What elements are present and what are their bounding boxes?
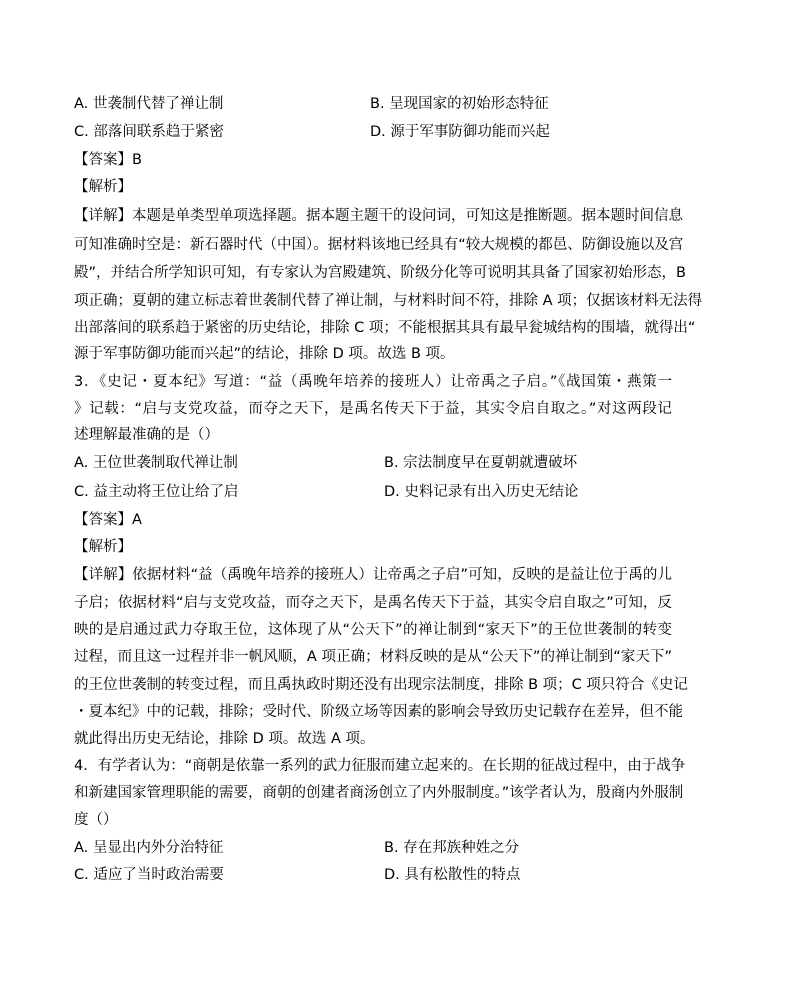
q4-option-c[interactable]: C. 适应了当时政治需要 <box>74 867 224 883</box>
q3-option-b[interactable]: B. 宗法制度早在夏朝就遭破坏 <box>384 455 578 471</box>
q3-stem-line: 述理解最准确的是（） <box>74 427 219 443</box>
q3-option-d[interactable]: D. 史料记录有出入历史无结论 <box>384 484 579 500</box>
q3-stem-line: 》记载：“启与支党攻益，而夺之天下，是禹名传天下于益，其实令启自取之。”对这两段记 <box>74 401 672 417</box>
q2-analysis-label: 【解析】 <box>74 179 132 195</box>
q2-detail-line: 项正确；夏朝的建立标志着世袭制代替了禅让制，与材料时间不符，排除 A 项；仅据该材料无法得 <box>74 293 703 309</box>
q2-detail-line: 源于军事防御功能而兴起”的结论，排除 D 项。故选 B 项。 <box>74 346 455 362</box>
q2-detail-line: 【详解】本题是单类型单项选择题。据本题主题干的设问词，可知这是推断题。据本题时间信息 <box>74 208 683 224</box>
q3-option-a[interactable]: A. 王位世袭制取代禅让制 <box>74 455 238 471</box>
q4-stem-line: 4．有学者认为：“商朝是依靠一系列的武力征服而建立起来的。在长期的征战过程中，由于战争 <box>74 758 686 774</box>
q2-option-d[interactable]: D. 源于军事防御功能而兴起 <box>370 124 550 140</box>
q2-option-a[interactable]: A. 世袭制代替了禅让制 <box>74 96 224 112</box>
q4-stem-line: 度（） <box>74 812 118 828</box>
q2-option-c[interactable]: C. 部落间联系趋于紧密 <box>74 124 224 140</box>
q3-stem-line: 3．《史记・夏本纪》写道：“益（禹晚年培养的接班人）让帝禹之子启。”《战国策・燕策一 <box>74 374 672 390</box>
q2-answer: 【答案】B <box>74 152 142 168</box>
q3-detail-line: 【详解】依据材料“益（禹晚年培养的接班人）让帝禹之子启”可知，反映的是益让位于禹的儿 <box>74 567 672 583</box>
q3-detail-line: 子启；依据材料“启与支党攻益，而夺之天下，是禹名传天下于益，其实令启自取之”可知，反 <box>74 595 672 611</box>
q4-option-a[interactable]: A. 呈显出内外分治特征 <box>74 840 224 856</box>
q2-detail-line: 可知准确时空是：新石器时代（中国）。据材料该地已经具有“较大规模的都邑、防御设施以及宫 <box>74 237 684 253</box>
q3-detail-line: 就此得出历史无结论，排除 D 项。故选 A 项。 <box>74 731 375 747</box>
q3-detail-line: 过程，而且这一过程并非一帆风顺，A 项正确；材料反映的是从“公天下”的禅让制到“家天下” <box>74 649 672 665</box>
q4-stem-line: 和新建国家管理职能的需要，商朝的创建者商汤创立了内外服制度。”该学者认为，殷商内外服制 <box>74 785 684 801</box>
q4-option-d[interactable]: D. 具有松散性的特点 <box>384 867 521 883</box>
q3-detail-line: ・夏本纪》中的记载，排除；受时代、阶级立场等因素的影响会导致历史记载存在差异，但不能 <box>74 704 683 720</box>
q3-analysis-label: 【解析】 <box>74 539 132 555</box>
q2-option-b[interactable]: B. 呈现国家的初始形态特征 <box>370 96 549 112</box>
q2-detail-line: 殿”，并结合所学知识可知，有专家认为宫殿建筑、阶级分化等可说明其具备了国家初始形态，B <box>74 265 686 281</box>
q3-detail-line: 映的是启通过武力夺取王位，这体现了从“公天下”的禅让制到“家天下”的王位世袭制的转变 <box>74 622 672 638</box>
q2-detail-line: 出部落间的联系趋于紧密的历史结论，排除 C 项；不能根据其具有最早瓮城结构的围墙，就得出“ <box>74 320 696 336</box>
q3-option-c[interactable]: C. 益主动将王位让给了启 <box>74 484 239 500</box>
q3-detail-line: 的王位世袭制的转变过程，而且禹执政时期还没有出现宗法制度，排除 B 项；C 项只符合《史记 <box>74 677 688 693</box>
q4-option-b[interactable]: B. 存在邦族种姓之分 <box>384 840 520 856</box>
q3-answer: 【答案】A <box>74 512 142 528</box>
